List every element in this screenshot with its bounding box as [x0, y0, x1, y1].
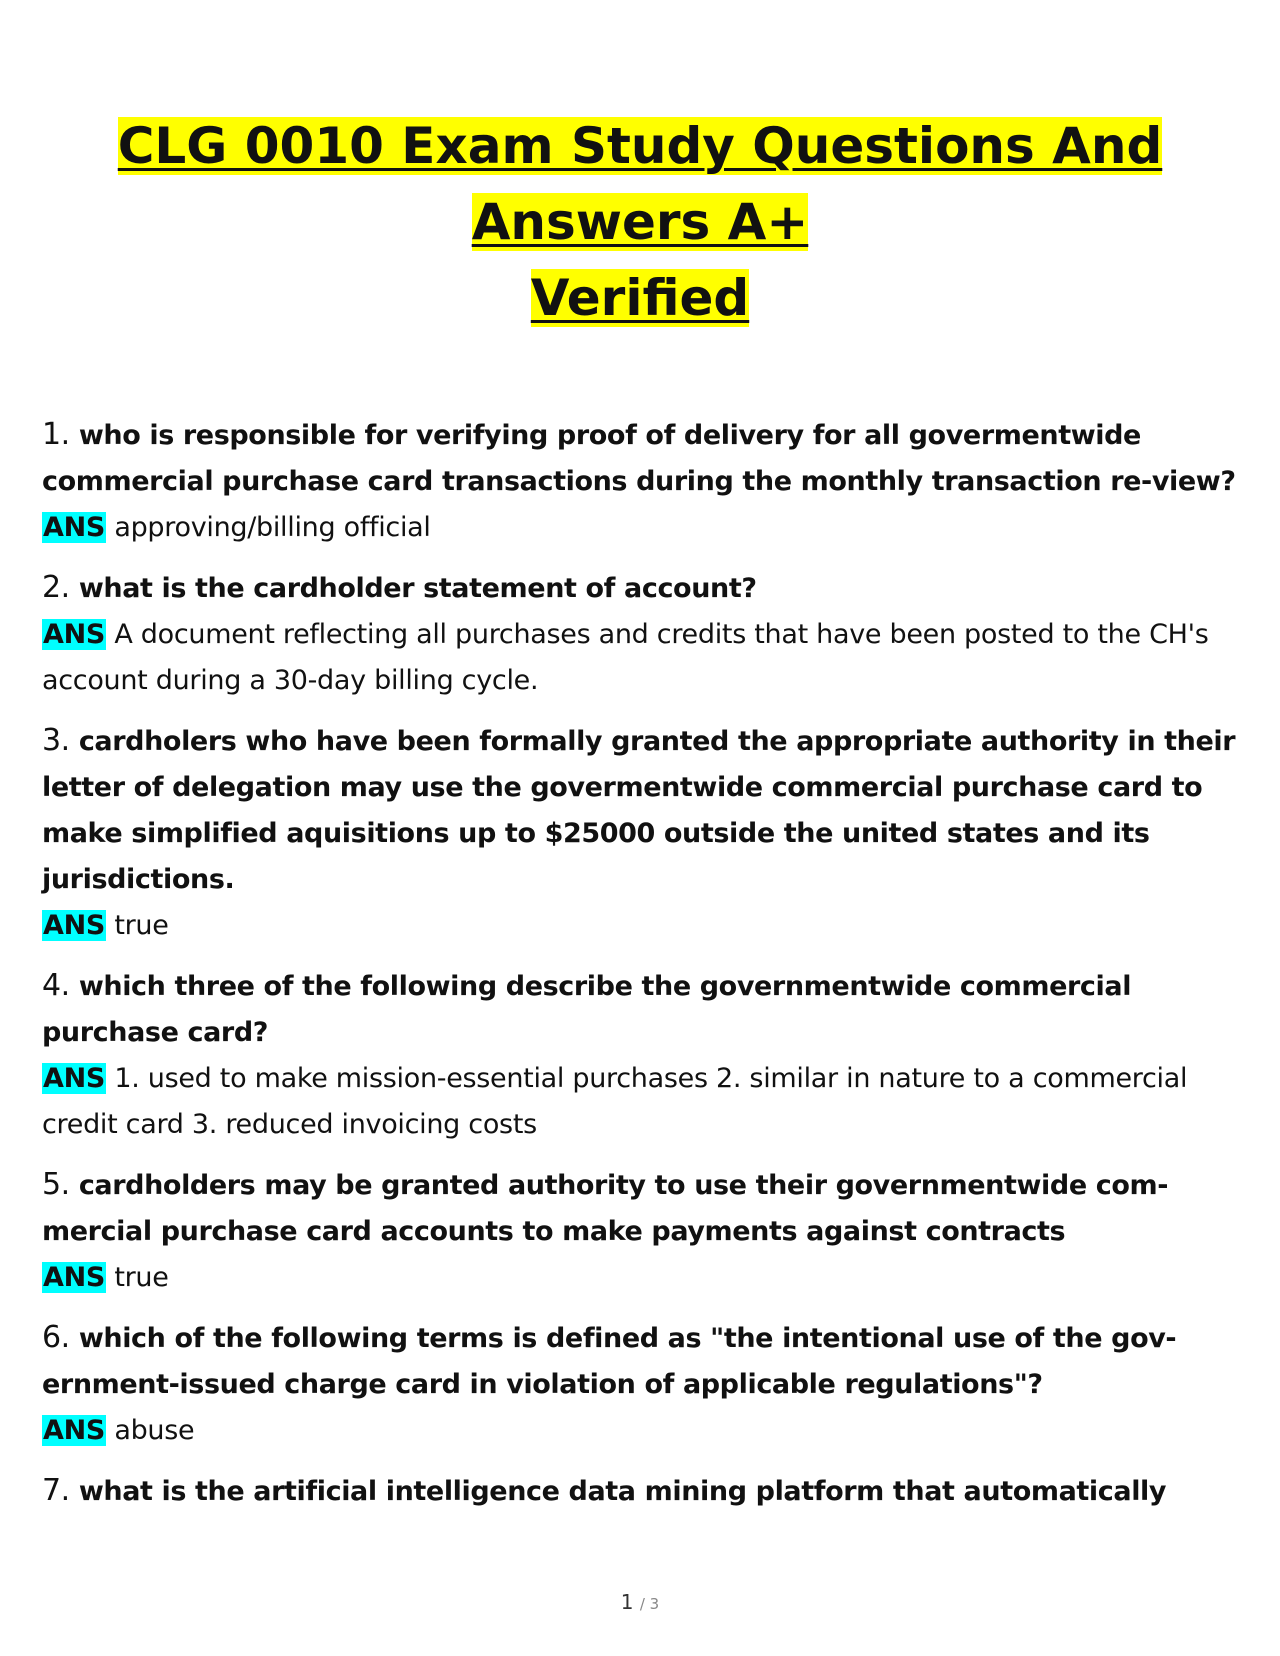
page-current: 1 [620, 1590, 634, 1614]
ans-label: ANS [43, 619, 106, 650]
question-list [42, 412, 1240, 1529]
answer-row [42, 1408, 1240, 1454]
qa-item-2 [42, 565, 1240, 704]
title-line-2: Verified [530, 269, 750, 327]
qa-item-5 [42, 1162, 1240, 1301]
ans-label: ANS [43, 1415, 106, 1446]
answer-row [42, 903, 1240, 949]
answer-text: true [114, 910, 169, 941]
page-indicator [0, 1590, 1280, 1614]
question-number: 5. [42, 1167, 70, 1202]
qa-item-3 [42, 718, 1240, 949]
question-text: 7. what is the artificial intelligence data mining platform that automatically [42, 1473, 1167, 1508]
question-text: 3. cardholers who have been formally granted the appropriate authority in their letter of delegation may use the govermentwide commercial purchase card to make simplified aquisitions up to $25000 outside the united states and its jurisdictions. [42, 723, 1236, 895]
answer-text: approving/billing official [114, 512, 431, 543]
qa-item-7 [42, 1468, 1240, 1515]
question-number: 4. [42, 968, 70, 1003]
answer-row [42, 1056, 1240, 1148]
answer-text: 1. used to make mission-essential purchases 2. similar in nature to a commercial credit card 3. reduced invoicing costs [42, 1063, 1188, 1140]
qa-item-1 [42, 412, 1240, 551]
answer-text: abuse [114, 1415, 195, 1446]
ans-label: ANS [43, 1262, 106, 1293]
title-line-1: CLG 0010 Exam Study Questions And Answers A+ [117, 117, 1163, 251]
question-text: 2. what is the cardholder statement of account? [42, 570, 757, 605]
question-number: 7. [42, 1473, 70, 1508]
qa-item-6 [42, 1315, 1240, 1454]
answer-row [42, 1255, 1240, 1301]
question-text: 5. cardholders may be granted authority to use their governmentwide com-mercial purchase card accounts to make payments against contracts [42, 1167, 1169, 1247]
question-number: 6. [42, 1320, 70, 1355]
question-text: 6. which of the following terms is defined as "the intentional use of the gov-ernment-issued charge card in violation of applicable regulations"? [42, 1320, 1177, 1400]
question-text: 4. which three of the following describe the governmentwide commercial purchase card? [42, 968, 1132, 1048]
ans-label: ANS [43, 910, 106, 941]
question-number: 2. [42, 570, 70, 605]
page-total: / 3 [639, 1595, 660, 1613]
answer-text: true [114, 1262, 169, 1293]
question-text: 1. who is responsible for verifying proof of delivery for all govermentwide commercial purchase card transactions during the monthly transaction re-view? [42, 417, 1236, 497]
answer-row [42, 505, 1240, 551]
answer-text: A document reflecting all purchases and credits that have been posted to the CH's account during a 30-day billing cycle. [42, 619, 1209, 696]
document-title [30, 108, 1250, 336]
qa-item-4 [42, 963, 1240, 1148]
question-number: 1. [42, 417, 70, 452]
answer-row [42, 612, 1240, 704]
ans-label: ANS [43, 512, 106, 543]
ans-label: ANS [43, 1063, 106, 1094]
question-number: 3. [42, 723, 70, 758]
